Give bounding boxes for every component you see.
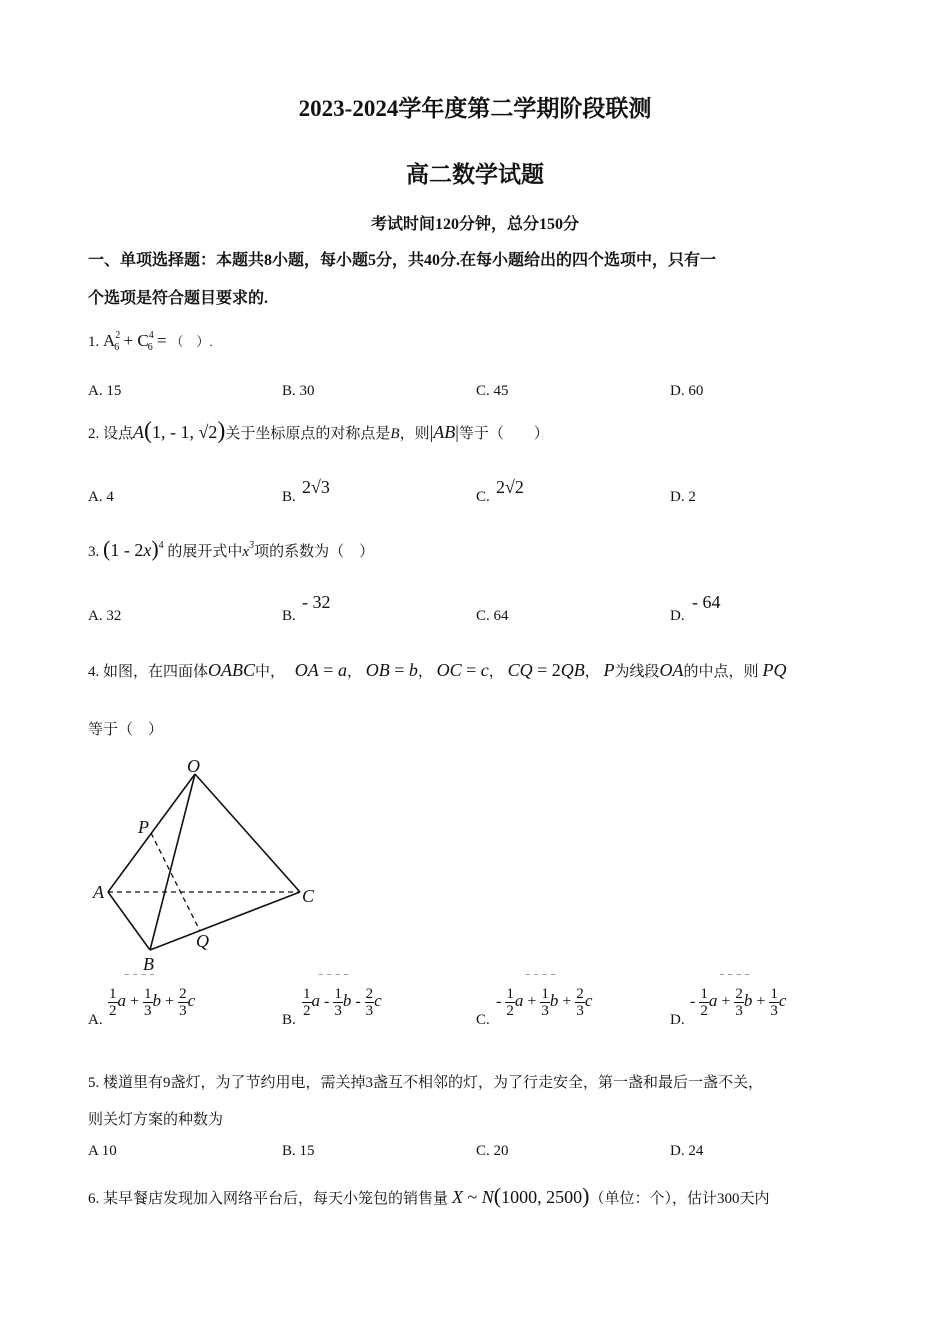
- q6-line1: 6. 某早餐店发现加入网络平台后，每天小笼包的销售量: [88, 1191, 449, 1207]
- q2-comma: ，则: [399, 426, 430, 442]
- q2-point-b: B: [390, 426, 400, 442]
- q4-oc-eq: OC: [436, 660, 462, 680]
- q4-oabc: OABC: [208, 660, 256, 680]
- q3-option-a[interactable]: A. 32: [88, 608, 122, 624]
- q3-option-d[interactable]: D.: [670, 608, 685, 624]
- q2-option-c-value: 2√2: [496, 477, 524, 497]
- question-3: [88, 536, 374, 562]
- q4-option-d-vector-bars: ‾ ‾ ‾ ‾: [720, 974, 750, 986]
- q5-option-b[interactable]: B. 15: [282, 1143, 315, 1159]
- q2-option-b-value: 2√3: [302, 477, 330, 497]
- exam-title: 2023-2024学年度第二学期阶段联测: [298, 96, 652, 121]
- q4-t3: 的中点，则: [683, 664, 759, 680]
- q4-option-c[interactable]: C.: [476, 1012, 490, 1028]
- q4-option-d-expr: - $\frac{1}{2}$ a + $\frac{2}{3}$ b + $\frac{1}{3}$ c: [690, 986, 787, 1019]
- q3-option-d-value: - 64: [692, 592, 721, 612]
- q3-option-c[interactable]: C. 64: [476, 608, 509, 624]
- q5-line1: 5. 楼道里有9盏灯，为了节约用电，需关掉3盏互不相邻的灯，为了行走安全，第一盏和最后一盏不关，: [88, 1075, 764, 1091]
- q4-number: 4. 如图，在四面体: [88, 664, 209, 680]
- q1-option-b[interactable]: B. 30: [282, 383, 315, 399]
- question-4: 4. 如图，在四面体OABC中， OA = a， OB = b， OC = c， CQ = 2QB， P为线段OA的中点，则 PQ: [88, 660, 787, 680]
- q3-option-b[interactable]: B.: [282, 608, 296, 624]
- q2-option-c[interactable]: [476, 489, 490, 506]
- section-heading-line2: 个选项是符合题目要求的.: [88, 290, 269, 307]
- q6-tail: （单位：个），估计300天内: [589, 1191, 770, 1207]
- q5-option-a[interactable]: A 10: [88, 1143, 117, 1159]
- q3-mid: 的展开式中: [167, 544, 243, 560]
- q1-option-d[interactable]: D. 60: [670, 383, 704, 399]
- q4-cq-eq: CQ: [507, 660, 533, 680]
- q2-point-a: A(1, - 1, √2): [133, 418, 226, 444]
- q1-number: 1.: [88, 334, 100, 350]
- q2-number: 2. 设点: [88, 426, 134, 442]
- question-2: [88, 418, 549, 445]
- q2-option-c-label: C.: [476, 489, 490, 505]
- label-b: B: [143, 954, 154, 974]
- q2-option-d[interactable]: D. 2: [670, 489, 696, 505]
- q1-option-a[interactable]: A. 15: [88, 383, 122, 399]
- label-p: P: [138, 817, 149, 837]
- q1-tail: （ ）.: [170, 334, 213, 349]
- q6-distribution: X ~ N(1000, 2500): [452, 1183, 590, 1208]
- q2-option-a[interactable]: A. 4: [88, 489, 114, 505]
- q2-tail: 等于（ ）: [458, 426, 549, 442]
- q3-binomial: (1 - 2x)$^4$: [103, 536, 164, 561]
- exam-subtitle: 高二数学试题: [406, 162, 544, 187]
- tetrahedron-figure: [88, 752, 328, 977]
- q5-line2: 则关灯方案的种数为: [88, 1112, 224, 1128]
- q4-option-a-expr: $\frac{1}{2}$ a + $\frac{1}{3}$ b + $\frac{2}{3}$ c: [109, 986, 196, 1019]
- q2-mid: 关于坐标原点的对称点是: [225, 426, 391, 442]
- q4-oa: OA: [659, 660, 684, 680]
- q5-option-c[interactable]: C. 20: [476, 1143, 509, 1159]
- edge-ob: [150, 774, 195, 950]
- q4-option-b-vector-bars: ‾ ‾ ‾ ‾: [319, 974, 349, 986]
- q4-option-d[interactable]: D.: [670, 1012, 685, 1028]
- q2-option-b[interactable]: [282, 489, 296, 506]
- label-q: Q: [196, 931, 209, 951]
- q1-option-c[interactable]: C. 45: [476, 383, 509, 399]
- q4-option-b[interactable]: B.: [282, 1012, 296, 1028]
- q4-line2: 等于（ ）: [88, 722, 164, 738]
- q4-oa-eq: OA: [294, 660, 319, 680]
- q4-option-a[interactable]: A.: [88, 1012, 103, 1028]
- question-1: [88, 330, 213, 353]
- q4-option-c-vector-bars: ‾ ‾ ‾ ‾: [526, 974, 556, 986]
- edge-ab: [108, 892, 150, 950]
- q4-option-b-expr: $\frac{1}{2}$ a - $\frac{1}{3}$ b - $\frac{2}{3}$ c: [303, 986, 382, 1019]
- edge-oc: [195, 774, 300, 892]
- question-6: [88, 1183, 769, 1209]
- q1-expression: $A^2_6 + C^4_6$ =: [103, 330, 167, 353]
- label-o: O: [187, 756, 200, 776]
- q4-t2: 为线段: [614, 664, 660, 680]
- q3-x-cubed: $x^3$: [242, 540, 255, 560]
- label-c: C: [302, 886, 315, 906]
- q4-option-a-vector-bars: ‾ ‾ ‾ ‾: [125, 974, 155, 986]
- q3-tail: 项的系数为（ ）: [254, 544, 375, 560]
- exam-info: 考试时间120分钟，总分150分: [370, 216, 579, 233]
- q2-abs-ab: |AB|: [429, 422, 459, 442]
- edge-bc: [150, 892, 300, 950]
- label-a: A: [93, 882, 104, 902]
- q3-option-b-value: - 32: [302, 592, 331, 612]
- q5-option-d[interactable]: D. 24: [670, 1143, 704, 1159]
- q4-ob-eq: OB: [365, 660, 390, 680]
- q4-pq: PQ: [762, 660, 787, 680]
- q4-point-p: P: [603, 660, 615, 680]
- q4-option-c-expr: - $\frac{1}{2}$ a + $\frac{1}{3}$ b + $\frac{2}{3}$ c: [496, 986, 593, 1019]
- q4-t1: 中，: [255, 664, 286, 680]
- q2-option-b-label: B.: [282, 489, 296, 505]
- q3-number: 3.: [88, 544, 100, 560]
- section-heading-line1: 一、单项选择题：本题共8小题，每小题5分，共40分.在每小题给出的四个选项中，只有一: [88, 252, 717, 269]
